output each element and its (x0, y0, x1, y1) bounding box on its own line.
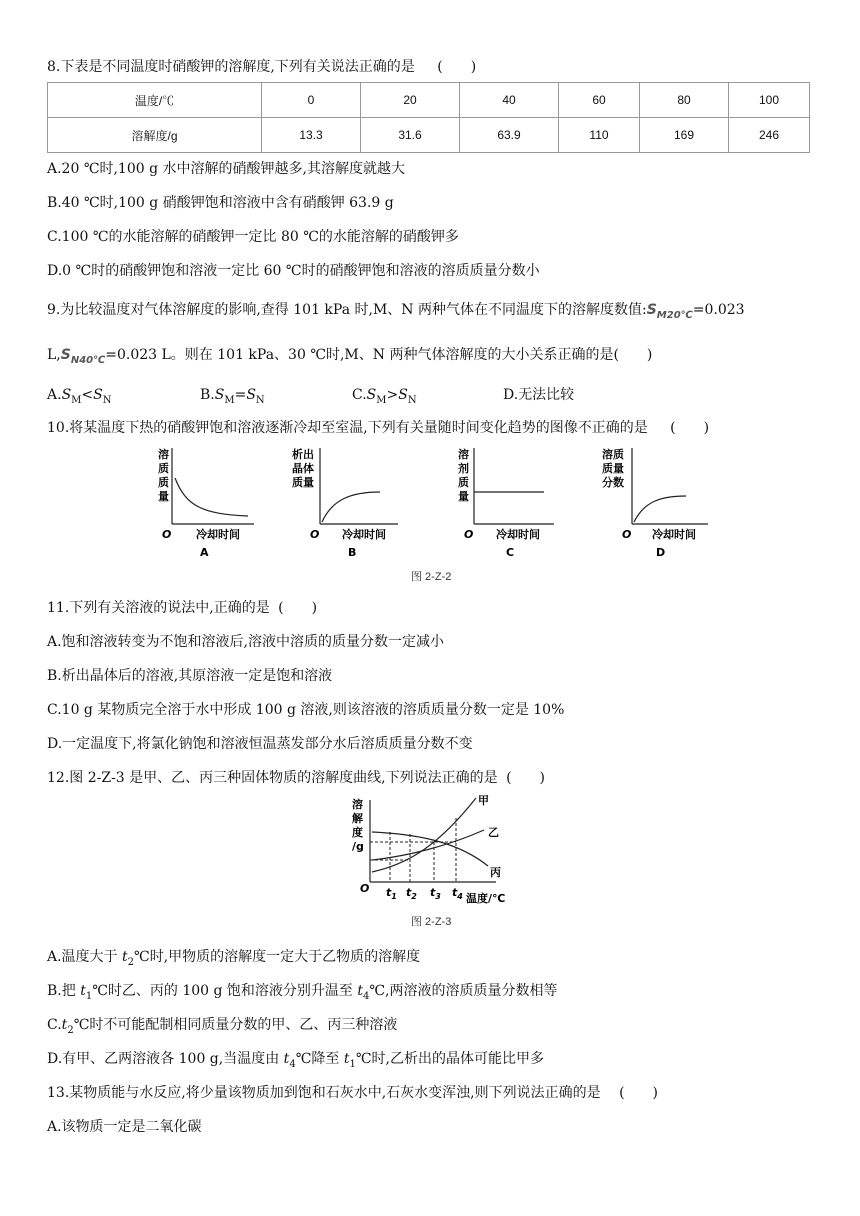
table-cell: 40 (460, 83, 559, 118)
q8-stem (47, 57, 476, 77)
table-row (48, 83, 810, 118)
svg-text:度: 度 (352, 826, 363, 839)
solubility-curve-graph (348, 794, 518, 906)
graph-a-ylabel: 溶 (158, 448, 169, 461)
svg-text:质: 质 (158, 462, 169, 475)
svg-text:O: O (464, 528, 474, 541)
q9-option-d: D.无法比较 (503, 387, 575, 403)
graph-c-xlabel: 冷却时间 (496, 528, 540, 541)
graph-ylabel: 溶 (352, 798, 363, 811)
graph-b-letter: B (348, 546, 357, 559)
svg-text:量: 量 (158, 490, 169, 503)
graph-b-curve (322, 492, 380, 522)
table-cell: 63.9 (460, 118, 559, 153)
table-cell: 20 (361, 83, 460, 118)
curve-yi (372, 830, 484, 860)
table-cell: 100 (729, 83, 810, 118)
svg-text:质: 质 (458, 476, 469, 489)
q11-option-b: B.析出晶体后的溶液,其原溶液一定是饱和溶液 (47, 668, 333, 684)
figure-caption-2z3: 图 2-Z-3 (411, 916, 452, 928)
graph-c-letter: C (506, 546, 515, 559)
q9-option-a: $A.S_M<S_N$ (47, 387, 112, 406)
q9-stem-text: 9.为比较温度对气体溶解度的影响,查得 101 kPa 时,M、N 两种气体在不同温度下的溶解度数值: (47, 302, 647, 318)
graph-a-curve (175, 478, 248, 516)
q12-option-a: A.温度大于 $t_2℃$时,甲物质的溶解度一定大于乙物质的溶解度 (47, 949, 421, 968)
table-cell: 0 (262, 83, 361, 118)
q10-answer-paren: ( ) (670, 420, 710, 436)
svg-text:解: 解 (352, 812, 363, 825)
figure-caption-2z2: 图 2-Z-2 (411, 571, 452, 583)
symbol-main: S (60, 347, 71, 363)
graph-a-xlabel: 冷却时间 (196, 528, 240, 541)
q9-options (47, 385, 747, 407)
q8-option-a: A.20 ℃时,100 g 水中溶解的硝酸钾越多,其溶解度就越大 (47, 161, 405, 177)
graph-b (292, 444, 402, 564)
q11-option-c: C.10 g 某物质完全溶于水中形成 100 g 溶液,则该溶液的溶质质量分数一定是 10% (47, 702, 565, 718)
svg-text:O: O (310, 528, 320, 541)
q13-stem-text: 13.某物质能与水反应,将少量该物质加到饱和石灰水中,石灰水变浑浊,则下列说法正确的是 (47, 1085, 601, 1101)
label-yi: 乙 (488, 826, 499, 839)
q12-stem (47, 768, 545, 788)
svg-text:/g: /g (352, 840, 364, 853)
q11-stem-text: 11.下列有关溶液的说法中,正确的是 (47, 600, 270, 616)
q8-answer-paren: ( ) (437, 59, 477, 75)
svg-text:剂: 剂 (458, 462, 469, 475)
curve-jia (372, 798, 476, 872)
q12-option-c: $C.t_2℃$时不可能配制相同质量分数的甲、乙、丙三种溶液 (47, 1017, 398, 1036)
label-bing: 丙 (490, 866, 501, 879)
q9-stem-line1 (47, 300, 745, 322)
svg-text:质量: 质量 (602, 462, 624, 475)
table-row (48, 118, 810, 153)
table-cell: 温度/℃ (48, 83, 262, 118)
solubility-symbol (60, 347, 106, 366)
graph-d-letter: D (656, 546, 666, 559)
q11-option-d: D.一定温度下,将氯化钠饱和溶液恒温蒸发部分水后溶质质量分数不变 (47, 736, 473, 752)
graph-d-xlabel: 冷却时间 (652, 528, 696, 541)
graph-xlabel: 温度/℃ (466, 892, 506, 905)
q13-option-a: A.该物质一定是二氧化碳 (47, 1119, 202, 1135)
solubility-symbol (646, 302, 693, 321)
table-cell: 13.3 (262, 118, 361, 153)
svg-text:t4: $t_4$ (452, 886, 463, 901)
table-cell: 60 (559, 83, 640, 118)
q9-option-c: $C.S_M>S_N$ (352, 387, 417, 406)
graph-d (600, 444, 710, 564)
symbol-subscript: M20℃ (656, 310, 693, 321)
label-jia: 甲 (478, 794, 489, 807)
q8-stem-text: 8.下表是不同温度时硝酸钾的溶解度,下列有关说法正确的是 (47, 59, 415, 75)
q12-answer-paren: ( ) (506, 770, 546, 786)
svg-text:量: 量 (458, 490, 469, 503)
table-cell: 169 (640, 118, 729, 153)
graph-c (450, 444, 560, 564)
svg-text:O: O (360, 882, 370, 895)
svg-text:t2: $t_2$ (406, 886, 417, 901)
q11-option-a: A.饱和溶液转变为不饱和溶液后,溶液中溶质的质量分数一定减小 (47, 634, 445, 650)
q9-stem-line2 (47, 345, 652, 367)
q9-unit: L, (47, 347, 61, 363)
q11-stem (47, 598, 317, 618)
svg-text:O: O (162, 528, 172, 541)
q12-stem-text: 12.图 2-Z-3 是甲、乙、丙三种固体物质的溶解度曲线,下列说法正确的是 (47, 770, 498, 786)
graph-c-ylabel: 溶 (458, 448, 469, 461)
table-cell: 31.6 (361, 118, 460, 153)
solubility-table (47, 82, 810, 153)
q10-stem (47, 418, 709, 438)
svg-text:O: O (622, 528, 632, 541)
q8-option-c: C.100 ℃的水能溶解的硝酸钾一定比 80 ℃的水能溶解的硝酸钾多 (47, 229, 459, 245)
svg-text:晶体: 晶体 (292, 462, 314, 475)
graph-d-ylabel: 溶质 (602, 448, 624, 461)
graph-d-curve (634, 496, 686, 522)
q13-answer-paren: ( ) (619, 1085, 659, 1101)
graph-b-ylabel: 析出 (292, 448, 314, 461)
graph-a (150, 444, 260, 564)
q12-option-b: B.把 $t_1℃$时乙、丙的 100 g 饱和溶液分别升温至 $t_4℃$,两溶液的溶质质量分数相等 (47, 983, 558, 1002)
table-cell: 80 (640, 83, 729, 118)
q11-answer-paren: ( ) (278, 600, 318, 616)
q8-option-b: B.40 ℃时,100 g 硝酸钾饱和溶液中含有硝酸钾 63.9 g (47, 195, 394, 211)
svg-text:t1: $t_1$ (386, 886, 397, 901)
table-cell: 110 (559, 118, 640, 153)
svg-text:质量: 质量 (292, 476, 314, 489)
q8-option-d: D.0 ℃时的硝酸钾饱和溶液一定比 60 ℃时的硝酸钾饱和溶液的溶质质量分数小 (47, 263, 540, 279)
symbol-subscript: N40℃ (70, 355, 106, 366)
q13-stem (47, 1083, 658, 1103)
graph-a-letter: A (200, 546, 209, 559)
q9-value-1: =0.023 (692, 302, 745, 318)
svg-text:分数: 分数 (602, 476, 624, 489)
q9-option-b: $B.S_M=S_N$ (200, 387, 265, 406)
q10-stem-text: 10.将某温度下热的硝酸钾饱和溶液逐渐冷却至室温,下列有关量随时间变化趋势的图像不正确的是 (47, 420, 648, 436)
q9-stem-end: =0.023 L。则在 101 kPa、30 ℃时,M、N 两种气体溶解度的大小关系正确的是( ) (105, 347, 653, 363)
symbol-main: S (646, 302, 657, 318)
q12-option-d: D.有甲、乙两溶液各 100 g,当温度由 $t_4℃$降至 $t_1℃$时,乙析出的晶体可能比甲多 (47, 1051, 544, 1070)
svg-text:t3: $t_3$ (430, 886, 441, 901)
table-cell: 246 (729, 118, 810, 153)
svg-text:质: 质 (158, 476, 169, 489)
graph-b-xlabel: 冷却时间 (342, 528, 386, 541)
table-cell: 溶解度/g (48, 118, 262, 153)
